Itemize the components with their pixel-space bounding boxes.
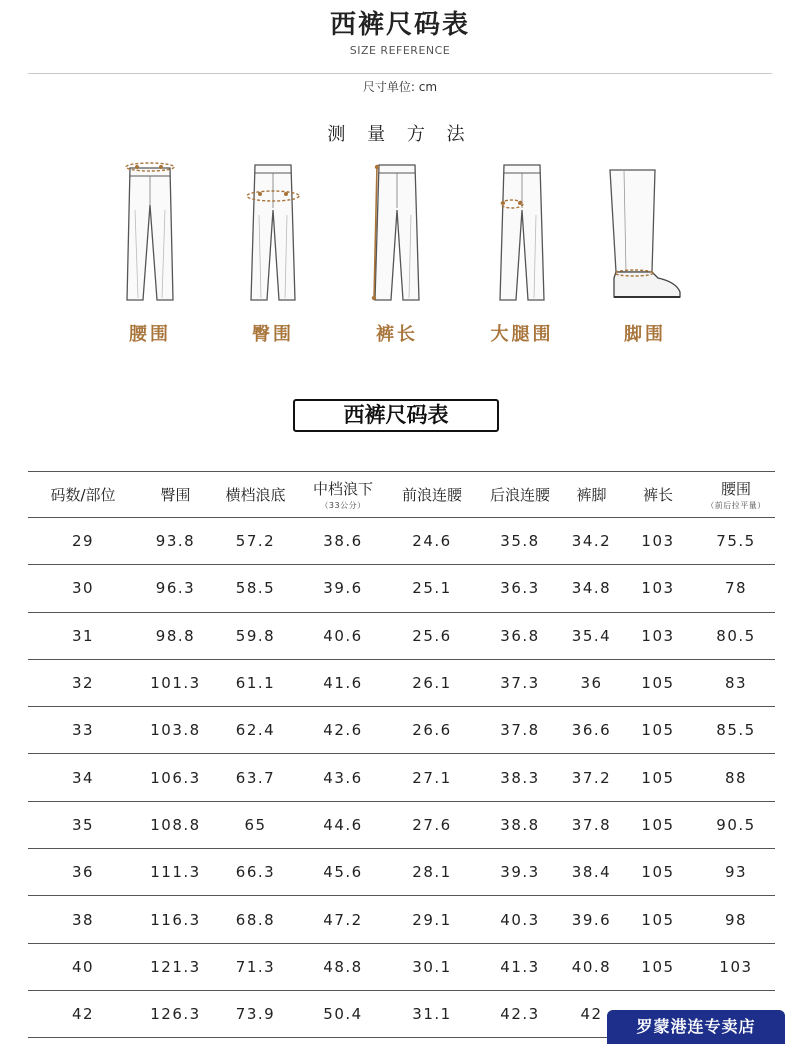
table-cell: 93.8 bbox=[155, 532, 196, 551]
table-cell: 103.8 bbox=[150, 721, 201, 740]
table-cell: 38.8 bbox=[500, 815, 540, 834]
table-cell: 40.8 bbox=[571, 957, 612, 976]
table-cell: 40.6 bbox=[323, 626, 363, 645]
table-row bbox=[28, 944, 775, 991]
table-cell: 36.8 bbox=[500, 626, 540, 645]
pants-hem-icon bbox=[600, 160, 690, 305]
header-cell: 中档浪下 （33公分） bbox=[312, 480, 373, 510]
table-cell: 103 bbox=[641, 626, 675, 645]
table-cell: 29 bbox=[71, 532, 95, 551]
pants-hip-icon bbox=[228, 160, 318, 305]
table-cell: 66.3 bbox=[235, 863, 276, 882]
table-cell: 48.8 bbox=[323, 957, 363, 976]
shop-badge[interactable]: 罗蒙港连专卖店 bbox=[607, 1010, 785, 1044]
table-cell: 31 bbox=[71, 626, 95, 645]
table-cell: 41.3 bbox=[500, 957, 540, 976]
table-cell: 38.6 bbox=[323, 532, 363, 551]
table-cell: 80.5 bbox=[716, 626, 756, 645]
header-note: （前后拉平量） bbox=[706, 501, 766, 510]
table-cell: 36.6 bbox=[571, 721, 612, 740]
table-cell: 103 bbox=[719, 957, 753, 976]
table-cell: 41.6 bbox=[323, 674, 363, 693]
header-divider bbox=[28, 73, 772, 74]
figure-label-length: 裤长 bbox=[376, 324, 418, 345]
table-cell: 37.2 bbox=[571, 768, 612, 787]
table-cell: 34 bbox=[71, 768, 95, 787]
table-cell: 34.2 bbox=[571, 532, 612, 551]
figure-label-hip: 臀围 bbox=[252, 324, 294, 345]
table-cell: 39.3 bbox=[500, 863, 540, 882]
table-body bbox=[28, 518, 775, 1038]
table-cell: 36 bbox=[71, 863, 95, 882]
pants-length-icon bbox=[352, 160, 442, 305]
table-cell: 30 bbox=[71, 579, 95, 598]
table-cell: 106.3 bbox=[150, 768, 201, 787]
header-cell: 前浪连腰 bbox=[401, 486, 462, 504]
table-cell: 44.6 bbox=[323, 815, 363, 834]
figure-label-thigh: 大腿围 bbox=[490, 324, 554, 345]
table-cell: 39.6 bbox=[323, 579, 363, 598]
table-cell: 40.3 bbox=[500, 910, 540, 929]
table-cell: 63.7 bbox=[235, 768, 276, 787]
table-cell: 105 bbox=[641, 815, 675, 834]
table-cell: 42.6 bbox=[323, 721, 363, 740]
table-cell: 62.4 bbox=[235, 721, 276, 740]
table-cell: 37.3 bbox=[500, 674, 540, 693]
pants-thigh-icon bbox=[477, 160, 567, 305]
table-cell: 47.2 bbox=[323, 910, 363, 929]
table-cell: 38 bbox=[71, 910, 95, 929]
table-cell: 73.9 bbox=[235, 1005, 276, 1024]
table-cell: 32 bbox=[71, 674, 95, 693]
table-cell: 103 bbox=[641, 579, 675, 598]
table-cell: 43.6 bbox=[323, 768, 363, 787]
header-cell: 后浪连腰 bbox=[489, 486, 550, 504]
header-cell: 横档浪底 bbox=[225, 486, 286, 504]
table-cell: 35.4 bbox=[571, 626, 612, 645]
table-cell: 126.3 bbox=[150, 1005, 201, 1024]
table-cell: 98.8 bbox=[155, 626, 196, 645]
table-cell: 31.1 bbox=[412, 1005, 452, 1024]
table-cell: 40 bbox=[71, 957, 95, 976]
measure-method-title: 测 量 方 法 bbox=[327, 124, 473, 145]
table-cell: 27.6 bbox=[412, 815, 452, 834]
table-cell: 36 bbox=[580, 674, 603, 693]
table-cell: 42.3 bbox=[500, 1005, 540, 1024]
table-cell: 93 bbox=[724, 863, 748, 882]
table-row bbox=[28, 660, 775, 707]
page-subtitle: SIZE REFERENCE bbox=[349, 44, 451, 57]
table-cell: 121.3 bbox=[150, 957, 201, 976]
table-cell: 78 bbox=[724, 579, 748, 598]
table-cell: 108.8 bbox=[150, 815, 201, 834]
table-cell: 24.6 bbox=[412, 532, 452, 551]
table-cell: 42 bbox=[580, 1005, 603, 1024]
header-cell: 腰围 （前后拉平量） bbox=[706, 480, 766, 510]
size-table bbox=[28, 471, 775, 1038]
table-cell: 26.1 bbox=[412, 674, 452, 693]
table-cell: 34.8 bbox=[571, 579, 612, 598]
table-cell: 59.8 bbox=[235, 626, 276, 645]
table-cell: 38.4 bbox=[571, 863, 612, 882]
table-cell: 88 bbox=[724, 768, 748, 787]
table-cell: 57.2 bbox=[235, 532, 276, 551]
table-cell: 90.5 bbox=[716, 815, 756, 834]
header-cell: 裤长 bbox=[642, 486, 673, 504]
table-cell: 33 bbox=[71, 721, 95, 740]
table-cell: 50.4 bbox=[323, 1005, 363, 1024]
table-cell: 105 bbox=[641, 910, 675, 929]
table-cell: 39.6 bbox=[571, 910, 612, 929]
table-row bbox=[28, 707, 775, 754]
table-cell: 45.6 bbox=[323, 863, 363, 882]
table-cell: 29.1 bbox=[412, 910, 452, 929]
table-cell: 65 bbox=[244, 815, 267, 834]
table-cell: 105 bbox=[641, 674, 675, 693]
table-cell: 75.5 bbox=[716, 532, 756, 551]
table-row bbox=[28, 802, 775, 849]
table-cell: 101.3 bbox=[150, 674, 201, 693]
table-title: 西裤尺码表 bbox=[293, 399, 499, 432]
table-cell: 68.8 bbox=[235, 910, 276, 929]
figure-label-hem: 脚围 bbox=[624, 324, 666, 345]
table-cell: 71.3 bbox=[235, 957, 276, 976]
table-cell: 42 bbox=[71, 1005, 95, 1024]
table-cell: 105 bbox=[641, 863, 675, 882]
table-cell: 25.6 bbox=[412, 626, 452, 645]
figure-label-waist: 腰围 bbox=[129, 324, 171, 345]
table-header-row bbox=[28, 471, 775, 518]
table-cell: 26.6 bbox=[412, 721, 452, 740]
table-cell: 58.5 bbox=[235, 579, 276, 598]
table-cell: 30.1 bbox=[412, 957, 452, 976]
table-cell: 35 bbox=[71, 815, 95, 834]
table-cell: 98 bbox=[724, 910, 748, 929]
table-row bbox=[28, 896, 775, 943]
table-cell: 35.8 bbox=[500, 532, 540, 551]
header-cell: 码数/部位 bbox=[50, 486, 116, 504]
header-cell: 裤脚 bbox=[576, 486, 607, 504]
page-title: 西裤尺码表 bbox=[329, 10, 470, 40]
table-cell: 103 bbox=[641, 532, 675, 551]
table-cell: 116.3 bbox=[150, 910, 201, 929]
table-cell: 105 bbox=[641, 721, 675, 740]
table-row bbox=[28, 565, 775, 612]
pants-waist-icon bbox=[105, 160, 195, 305]
table-cell: 83 bbox=[724, 674, 748, 693]
table-cell: 37.8 bbox=[500, 721, 540, 740]
table-cell: 25.1 bbox=[412, 579, 452, 598]
unit-note: 尺寸单位: cm bbox=[362, 80, 438, 94]
table-row bbox=[28, 849, 775, 896]
table-row bbox=[28, 754, 775, 801]
table-cell: 105 bbox=[641, 957, 675, 976]
table-cell: 105 bbox=[641, 768, 675, 787]
header-cell: 臀围 bbox=[160, 486, 191, 504]
table-cell: 37.8 bbox=[571, 815, 612, 834]
table-cell: 96.3 bbox=[155, 579, 196, 598]
table-row bbox=[28, 613, 775, 660]
table-cell: 61.1 bbox=[235, 674, 276, 693]
table-cell: 111.3 bbox=[150, 863, 201, 882]
table-row bbox=[28, 518, 775, 565]
table-cell: 36.3 bbox=[500, 579, 540, 598]
table-cell: 28.1 bbox=[412, 863, 452, 882]
table-cell: 27.1 bbox=[412, 768, 452, 787]
table-cell: 38.3 bbox=[500, 768, 540, 787]
header-note: （33公分） bbox=[320, 501, 366, 510]
table-cell: 85.5 bbox=[716, 721, 756, 740]
